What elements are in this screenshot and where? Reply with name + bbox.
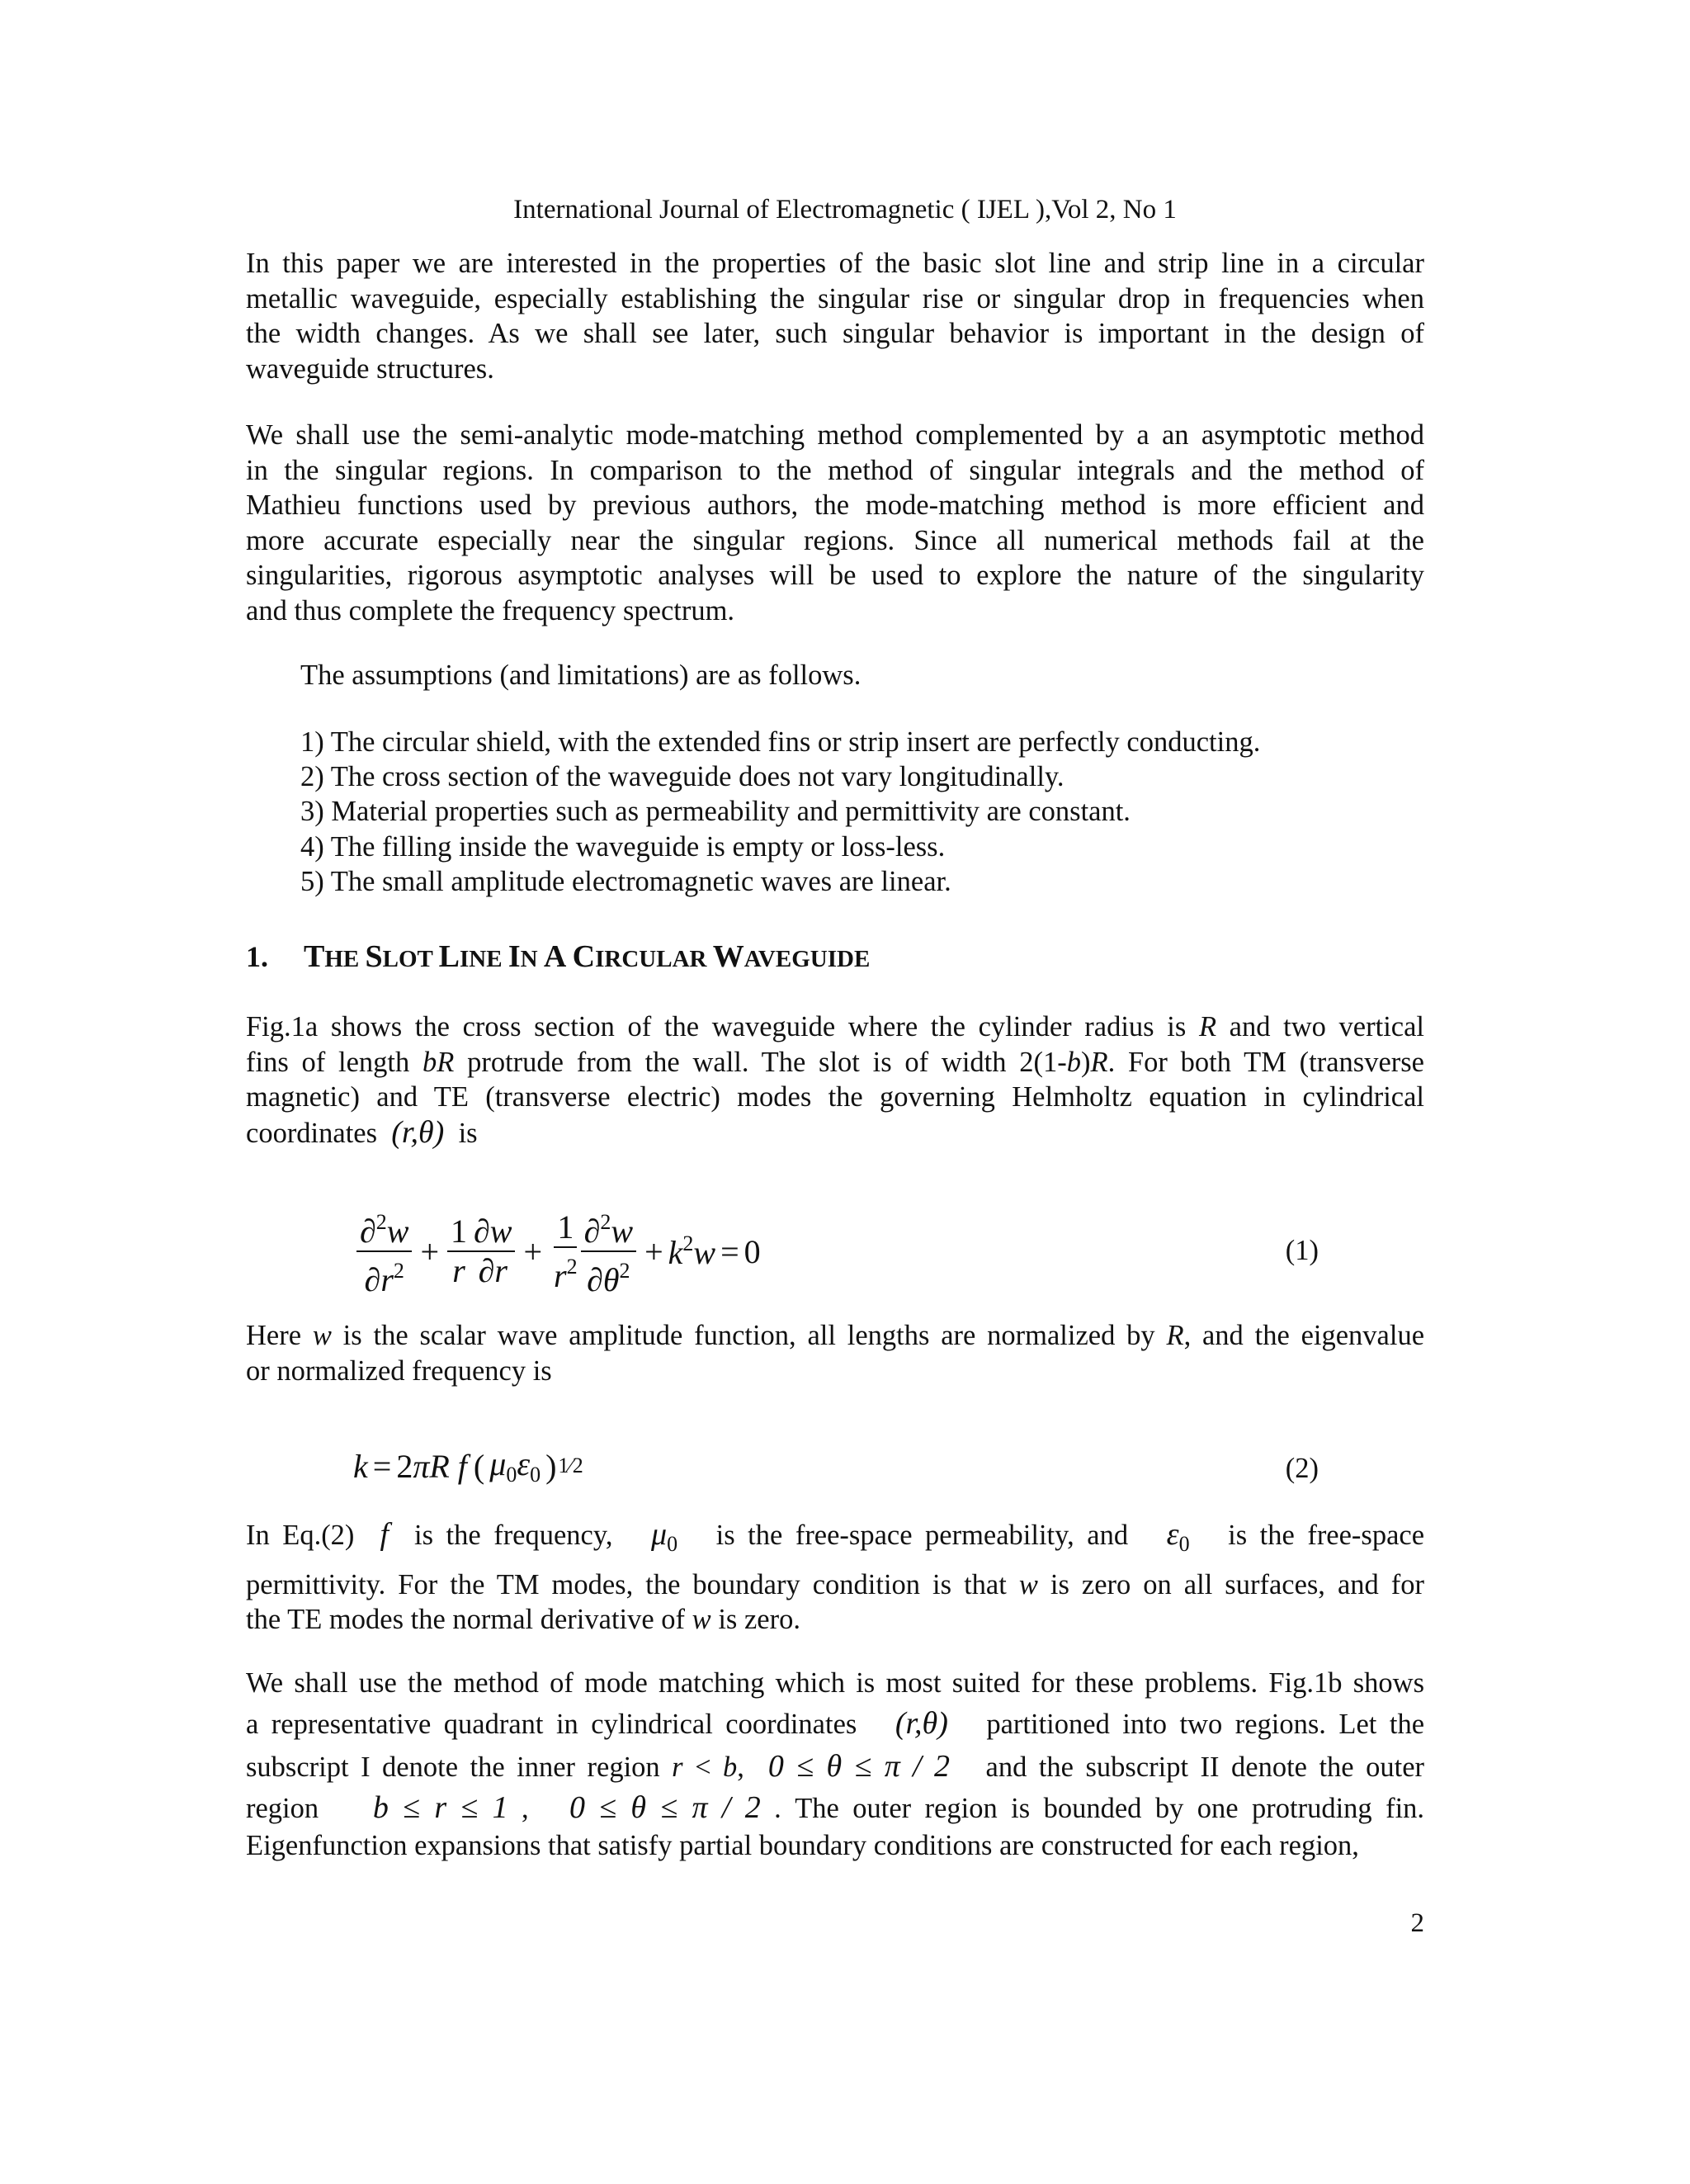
- text-line: region b ≤ r ≤ 1 , 0 ≤ θ ≤ π / 2 . The outer region is bounded by one protruding fin.: [246, 1790, 1425, 1825]
- fraction: $\frac{\partial w}{\partial r}$: [470, 1213, 515, 1290]
- assumptions-intro: The assumptions (and limitations) are as follows.: [300, 659, 862, 691]
- fraction: $\frac{1}{r^2}$: [554, 1208, 578, 1294]
- fraction: $\frac{\partial^2w}{\partial r^2}$: [356, 1203, 412, 1299]
- equation-2: [353, 1425, 1319, 1507]
- fraction: $\frac{1}{r}$: [447, 1213, 470, 1290]
- text-line: fins of length bR protrude from the wall. The slot is of width 2(1-b)R. For both TM (transverse: [246, 1046, 1424, 1078]
- intro-paragraph-1: [246, 246, 1424, 386]
- heading-part: T: [304, 939, 325, 974]
- heading-part: AVEGUIDE: [744, 946, 871, 972]
- heading-part: L: [438, 939, 460, 974]
- heading-part: INE: [459, 946, 508, 972]
- mode-matching-paragraph: [246, 1665, 1424, 1865]
- fraction: $\frac{\partial^2w}{\partial\theta^2}$: [581, 1203, 636, 1299]
- coordinates-symbol: (r,θ): [391, 1114, 445, 1150]
- text-line: Here w is the scalar wave amplitude function, all lengths are normalized by R, and the eigenvalue: [246, 1320, 1425, 1351]
- heading-part: N: [520, 946, 544, 972]
- heading-part: LOT: [382, 946, 439, 972]
- section-heading: [246, 938, 870, 977]
- running-head: International Journal of Electromagnetic ( IJEL ),Vol 2, No 1: [513, 195, 1177, 225]
- eq2-explanation-paragraph: [246, 1517, 1424, 1638]
- text-line: We shall use the semi-analytic mode-matching method complemented by a an asymptotic method: [246, 419, 1424, 451]
- text-line: a representative quadrant in cylindrical coordinates (r,θ) partitioned into two regions. Let the: [246, 1706, 1425, 1741]
- frequency-equation: k = 2πR f ( $\mu_0\varepsilon_0$ ) 1⁄2: [353, 1445, 583, 1487]
- text-line: Mathieu functions used by previous authors, the mode-matching method is more efficient and: [246, 489, 1424, 521]
- page-number: 2: [1410, 1908, 1424, 1938]
- heading-part: S: [365, 939, 383, 974]
- assumptions-list: [300, 725, 1260, 899]
- text-line: in the singular regions. In comparison to the method of singular integrals and the method of: [246, 454, 1424, 486]
- half-exponent: 1⁄2: [558, 1454, 583, 1477]
- text-line: In Eq.(2) f is the frequency, $\mu_0$ is the free-space permeability, and $\varepsilon_0$ is the free-space: [246, 1517, 1425, 1556]
- section-number: 1.: [246, 940, 268, 973]
- text-line: waveguide structures.: [246, 352, 494, 385]
- text-line: coordinates (r,θ) is: [246, 1114, 478, 1150]
- text-line: and thus complete the frequency spectrum.: [246, 594, 735, 626]
- heading-part: C: [572, 939, 596, 974]
- text-line: Fig.1a shows the cross section of the waveguide where the cylinder radius is R and two vertical: [246, 1011, 1424, 1042]
- text-line: subscript I denote the inner region r < b, 0 ≤ θ ≤ π / 2 and the subscript II denote the outer: [246, 1749, 1424, 1784]
- text-line: more accurate especially near the singular regions. Since all numerical methods fail at the: [246, 524, 1424, 556]
- equation-number: (1): [1285, 1235, 1319, 1266]
- text-line: magnetic) and TE (transverse electric) modes the governing Helmholtz equation in cylindrical: [246, 1081, 1424, 1113]
- text-line: We shall use the method of mode matching which is most suited for these problems. Fig.1b shows: [246, 1667, 1424, 1699]
- list-item: 3) Material properties such as permeability and permittivity are constant.: [300, 796, 1131, 828]
- heading-part: HE: [324, 946, 366, 972]
- text-line: or normalized frequency is: [246, 1354, 552, 1387]
- equation-1: [353, 1202, 1319, 1301]
- text-line: singularities, rigorous asymptotic analyses will be used to explore the nature of the singularity: [246, 560, 1424, 591]
- text-line: the width changes. As we shall see later, such singular behavior is important in the design of: [246, 318, 1424, 349]
- eigenvalue-paragraph: [246, 1318, 1424, 1388]
- intro-paragraph-2: [246, 418, 1424, 628]
- text-line: the TE modes the normal derivative of w is zero.: [246, 1604, 800, 1635]
- text-line: Eigenfunction expansions that satisfy partial boundary conditions are constructed for each region,: [246, 1830, 1359, 1861]
- list-item: 5) The small amplitude electromagnetic waves are linear.: [300, 865, 951, 897]
- heading-part: W: [712, 939, 744, 974]
- list-item: 4) The filling inside the waveguide is empty or loss-less.: [300, 830, 946, 863]
- text-line: permittivity. For the TM modes, the boundary condition is that w is zero on all surfaces, and for: [246, 1568, 1424, 1600]
- text-line: In this paper we are interested in the properties of the basic slot line and strip line in a circular: [246, 248, 1424, 279]
- text-line: metallic waveguide, especially establishing the singular rise or singular drop in frequencies when: [246, 282, 1424, 314]
- helmholtz-equation: $\frac{\partial^2w}{\partial r^2}$ + $\frac{1}{r}$ $\frac{\partial w}{\partial r}$ + $\frac{1}{r^2}$ $\frac{\partial^2w}{\partial\theta^2}$ + $k^2w$ = 0: [353, 1202, 761, 1301]
- heading-part: I: [507, 939, 521, 974]
- heading-part: IRCULAR: [595, 946, 713, 972]
- heading-part: A: [543, 939, 573, 974]
- equation-number: (2): [1285, 1453, 1319, 1484]
- list-item: 1) The circular shield, with the extended fins or strip insert are perfectly conducting.: [300, 726, 1261, 758]
- list-item: 2) The cross section of the waveguide does not vary longitudinally.: [300, 761, 1065, 793]
- fig1a-paragraph: [246, 1009, 1424, 1151]
